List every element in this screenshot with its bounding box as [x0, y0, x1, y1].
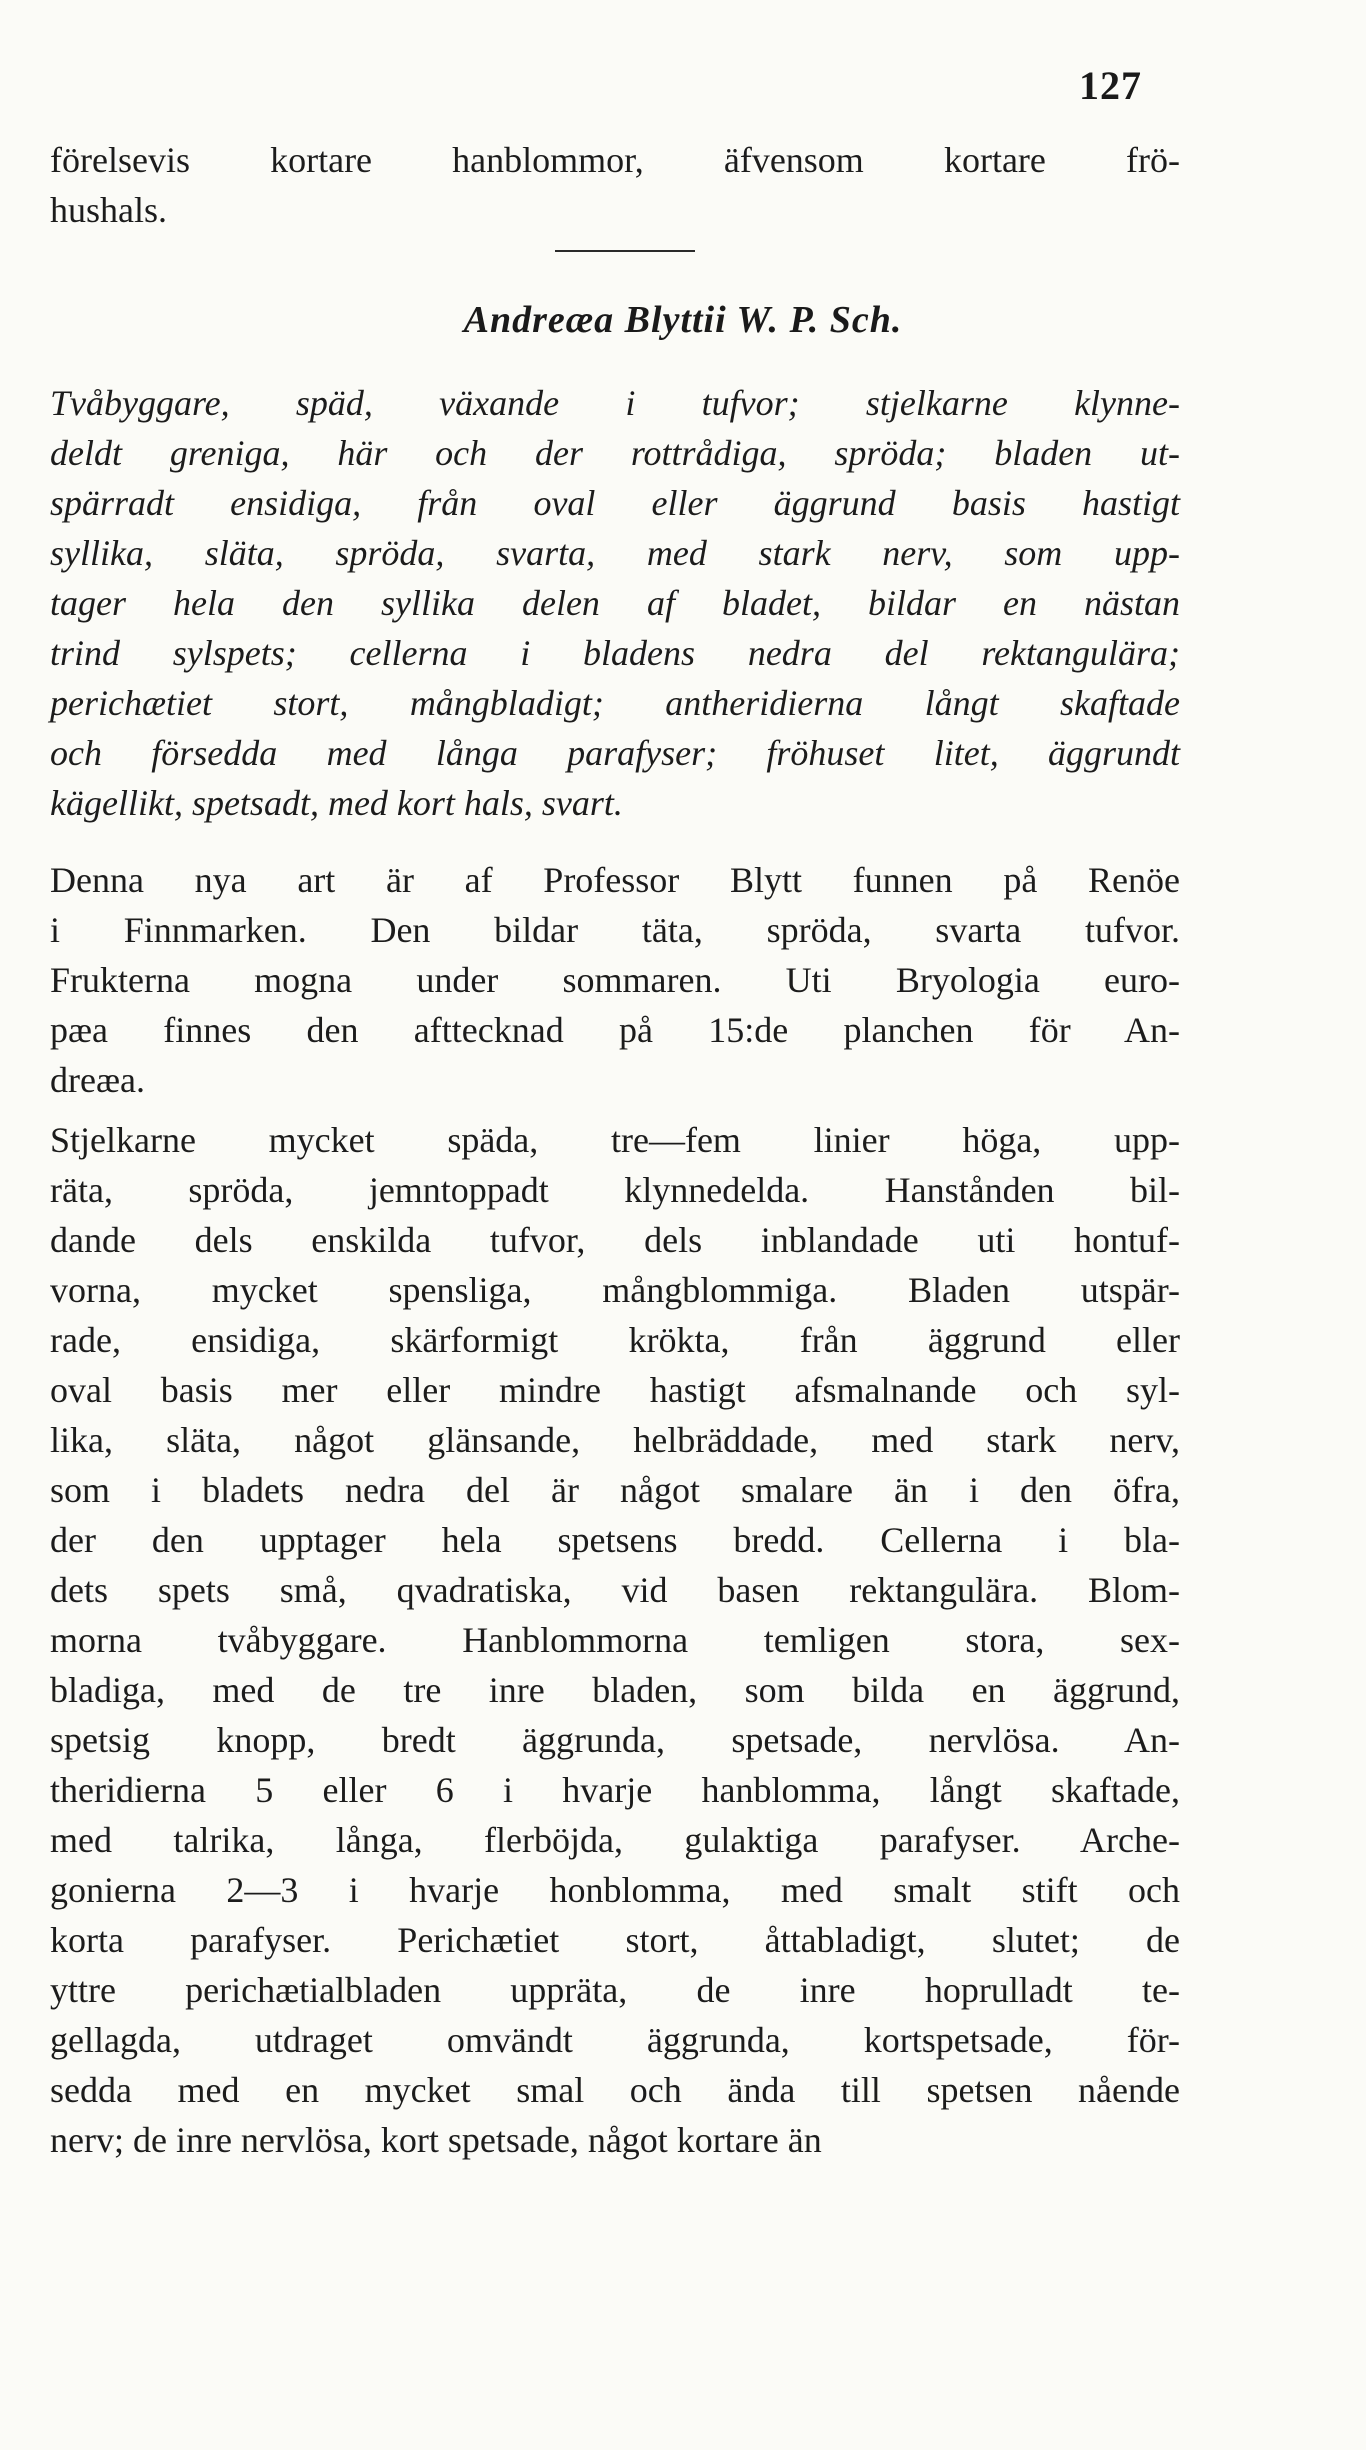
text-line: Tvåbyggare, späd, växande i tufvor; stjelkarne klynne-	[50, 383, 1180, 423]
text-line: dets spets små, qvadratiska, vid basen rektangulära. Blom-	[50, 1570, 1180, 1610]
text-line: gellagda, utdraget omvändt äggrunda, kortspetsade, för-	[50, 2020, 1180, 2060]
text-line: syllika, släta, spröda, svarta, med stark nerv, som upp-	[50, 533, 1180, 573]
text-line: theridierna 5 eller 6 i hvarje hanblomma, långt skaftade,	[50, 1770, 1180, 1810]
text-line: som i bladets nedra del är något smalare än i den öfra,	[50, 1470, 1180, 1510]
text-line: bladiga, med de tre inre bladen, som bilda en äggrund,	[50, 1670, 1180, 1710]
text-line: morna tvåbyggare. Hanblommorna temligen stora, sex-	[50, 1620, 1180, 1660]
text-line: oval basis mer eller mindre hastigt afsmalnande och syl-	[50, 1370, 1180, 1410]
text-line: med talrika, långa, flerböjda, gulaktiga parafyser. Arche-	[50, 1820, 1180, 1860]
text-line: i Finnmarken. Den bildar täta, spröda, svarta tufvor.	[50, 910, 1180, 950]
text-line: lika, släta, något glänsande, helbräddade, med stark nerv,	[50, 1420, 1180, 1460]
text-line: dreæa.	[50, 1060, 145, 1100]
text-line: trind sylspets; cellerna i bladens nedra del rektangulära;	[50, 633, 1180, 673]
text-line: dande dels enskilda tufvor, dels inblandade uti hontuf-	[50, 1220, 1180, 1260]
text-line: yttre perichætialbladen uppräta, de inre hoprulladt te-	[50, 1970, 1180, 2010]
text-line: pæa finnes den afttecknad på 15:de planchen för An-	[50, 1010, 1180, 1050]
text-line: Stjelkarne mycket späda, tre—fem linier höga, upp-	[50, 1120, 1180, 1160]
description-paragraph	[50, 855, 1180, 1105]
text-line: gonierna 2—3 i hvarje honblomma, med smalt stift och	[50, 1870, 1180, 1910]
text-line: korta parafyser. Perichætiet stort, åttabladigt, slutet; de	[50, 1920, 1180, 1960]
text-line: spetsig knopp, bredt äggrunda, spetsade, nervlösa. An-	[50, 1720, 1180, 1760]
text-line: räta, spröda, jemntoppadt klynnedelda. Hanstånden bil-	[50, 1170, 1180, 1210]
text-line: sedda med en mycket smal och ända till spetsen nående	[50, 2070, 1180, 2110]
text-line: der den upptager hela spetsens bredd. Cellerna i bla-	[50, 1520, 1180, 1560]
text-line: spärradt ensidiga, från oval eller äggrund basis hastigt	[50, 483, 1180, 523]
text-line: hushals.	[50, 190, 167, 230]
text-line: Frukterna mogna under sommaren. Uti Bryologia euro-	[50, 960, 1180, 1000]
species-heading: Andreæa Blyttii W. P. Sch.	[463, 299, 903, 341]
page-number: 127	[1079, 63, 1142, 108]
text-line: Denna nya art är af Professor Blytt funnen på Renöe	[50, 860, 1180, 900]
text-line: perichætiet stort, mångbladigt; antheridierna långt skaftade	[50, 683, 1180, 723]
intro-paragraph	[50, 135, 1180, 235]
text-line: deldt greniga, här och der rottrådiga, spröda; bladen ut-	[50, 433, 1180, 473]
text-line: kägellikt, spetsadt, med kort hals, svart.	[50, 783, 623, 823]
text-line: nerv; de inre nervlösa, kort spetsade, något kortare än	[50, 2120, 822, 2160]
text-line: och försedda med långa parafyser; fröhuset litet, äggrundt	[50, 733, 1180, 773]
detail-paragraph	[50, 1115, 1180, 2165]
text-line: förelsevis kortare hanblommor, äfvensom kortare frö-	[50, 140, 1180, 180]
section-divider	[555, 250, 695, 252]
text-line: tager hela den syllika delen af bladet, bildar en nästan	[50, 583, 1180, 623]
text-line: vorna, mycket spensliga, mångblommiga. Bladen utspär-	[50, 1270, 1180, 1310]
text-line: rade, ensidiga, skärformigt krökta, från äggrund eller	[50, 1320, 1180, 1360]
diagnosis-paragraph	[50, 378, 1180, 828]
